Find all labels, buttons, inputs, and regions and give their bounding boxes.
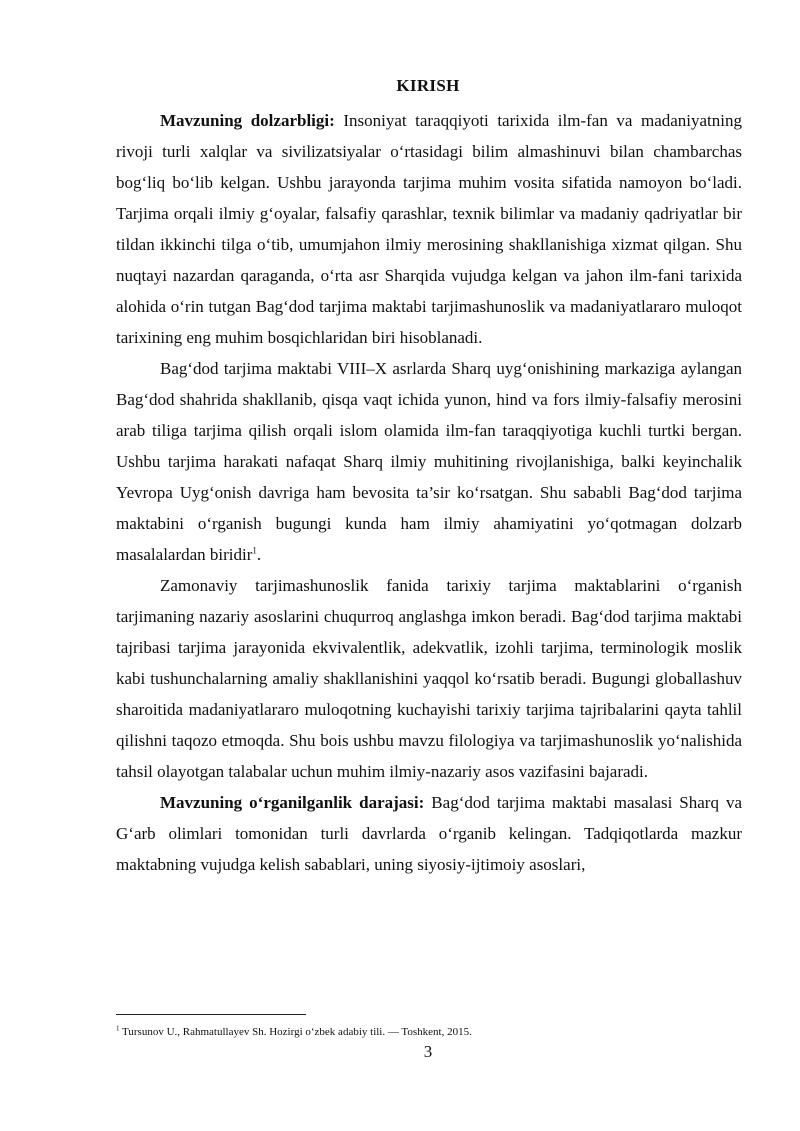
paragraph-text: Insoniyat taraqqiyoti tarixida ilm-fan va madaniyatning rivoji turli xalqlar va sivilizatsiyalar o‘rtasidagi bilim almashinuvi bilan chambarchas bog‘liq bo‘lib kelgan. Ushbu jarayonda tarjima muhim vosita sifatida namoyon bo‘ladi. Tarjima orqali ilmiy g‘oyalar, falsafiy qarashlar, texnik bilimlar va madaniy qadriyatlar bir tildan ikkinchi tilga o‘tib, umumjahon ilmiy merosining shakllanishiga xizmat qilgan. Shu nuqtayi nazardan qaraganda, o‘rta asr Sharqida vujudga kelgan va jahon ilm-fani tarixida alohida o‘rin tutgan Bag‘dod tarjima maktabi tarjimashunoslik va madaniyatlararo muloqot tarixining eng muhim bosqichlaridan biri hisoblanadi. <box>116 111 742 347</box>
paragraph-relevance <box>116 105 742 353</box>
footnote-separator <box>116 1014 306 1015</box>
paragraph-baghdad-school <box>116 353 742 570</box>
relevance-heading: Mavzuning dolzarbligi: <box>160 111 335 130</box>
footnote-marker: 1 <box>116 1024 120 1033</box>
body-text <box>116 105 742 880</box>
paragraph-text: Zamonaviy tarjimashunoslik fanida tarixiy tarjima maktablarini o‘rganish tarjimaning nazariy asoslarini chuqurroq anglashga imkon beradi. Bag‘dod tarjima maktabi tajribasi tarjima jarayonida ekvivalentlik, adekvatlik, izohli tarjima, terminologik moslik kabi tushunchalarning amaliy shakllanishini yaqqol ko‘rsatib beradi. Bugungi globallashuv sharoitida madaniyatlararo muloqotning kuchayishi tarixiy tarjima tajribalarini qayta tahlil qilishni taqozo etmoqda. Shu bois ushbu mavzu filologiya va tarjimashunoslik yo‘nalishida tahsil olayotgan talabalar uchun muhim ilmiy-nazariy asos vazifasini bajaradi. <box>116 576 742 781</box>
paragraph-text: Bag‘dod tarjima maktabi VIII–X asrlarda Sharq uyg‘onishining markaziga aylangan Bag‘dod shahrida shakllanib, qisqa vaqt ichida yunon, hind va fors ilmiy-falsafiy merosini arab tiliga tarjima qilish orqali islom olamida ilm-fan taraqqiyotiga kuchli turtki bergan. Ushbu tarjima harakati nafaqat Sharq ilmiy muhitining rivojlanishiga, balki keyinchalik Yevropa Uyg‘onish davriga ham bevosita ta’sir ko‘rsatgan. Shu sababli Bag‘dod tarjima maktabini o‘rganish bugungi kunda ham ilmiy ahamiyatini yo‘qotmagan dolzarb masalalardan biridir <box>116 359 742 564</box>
degree-of-study-heading: Mavzuning o‘rganilganlik darajasi: <box>160 793 425 812</box>
footnote-reference[interactable]: 1 <box>252 545 257 556</box>
footnote-text: Tursunov U., Rahmatullayev Sh. Hozirgi o‘zbek adabiy tili. — Toshkent, 2015. <box>119 1026 472 1038</box>
paragraph-degree-of-study <box>116 787 742 880</box>
page-title: KIRISH <box>396 76 460 95</box>
page-number: 3 <box>423 1042 433 1061</box>
footnote <box>116 1025 742 1039</box>
paragraph-tail: . <box>256 545 262 564</box>
paragraph-text: Bag‘dod tarjima maktabi masalasi Sharq va G‘arb olimlari tomonidan turli davrlarda o‘rganib kelingan. Tadqiqotlarda mazkur maktabning vujudga kelish sabablari, uning siyosiy-ijtimoiy asoslari, <box>116 793 742 874</box>
paragraph-modern-translation-studies <box>116 570 742 787</box>
